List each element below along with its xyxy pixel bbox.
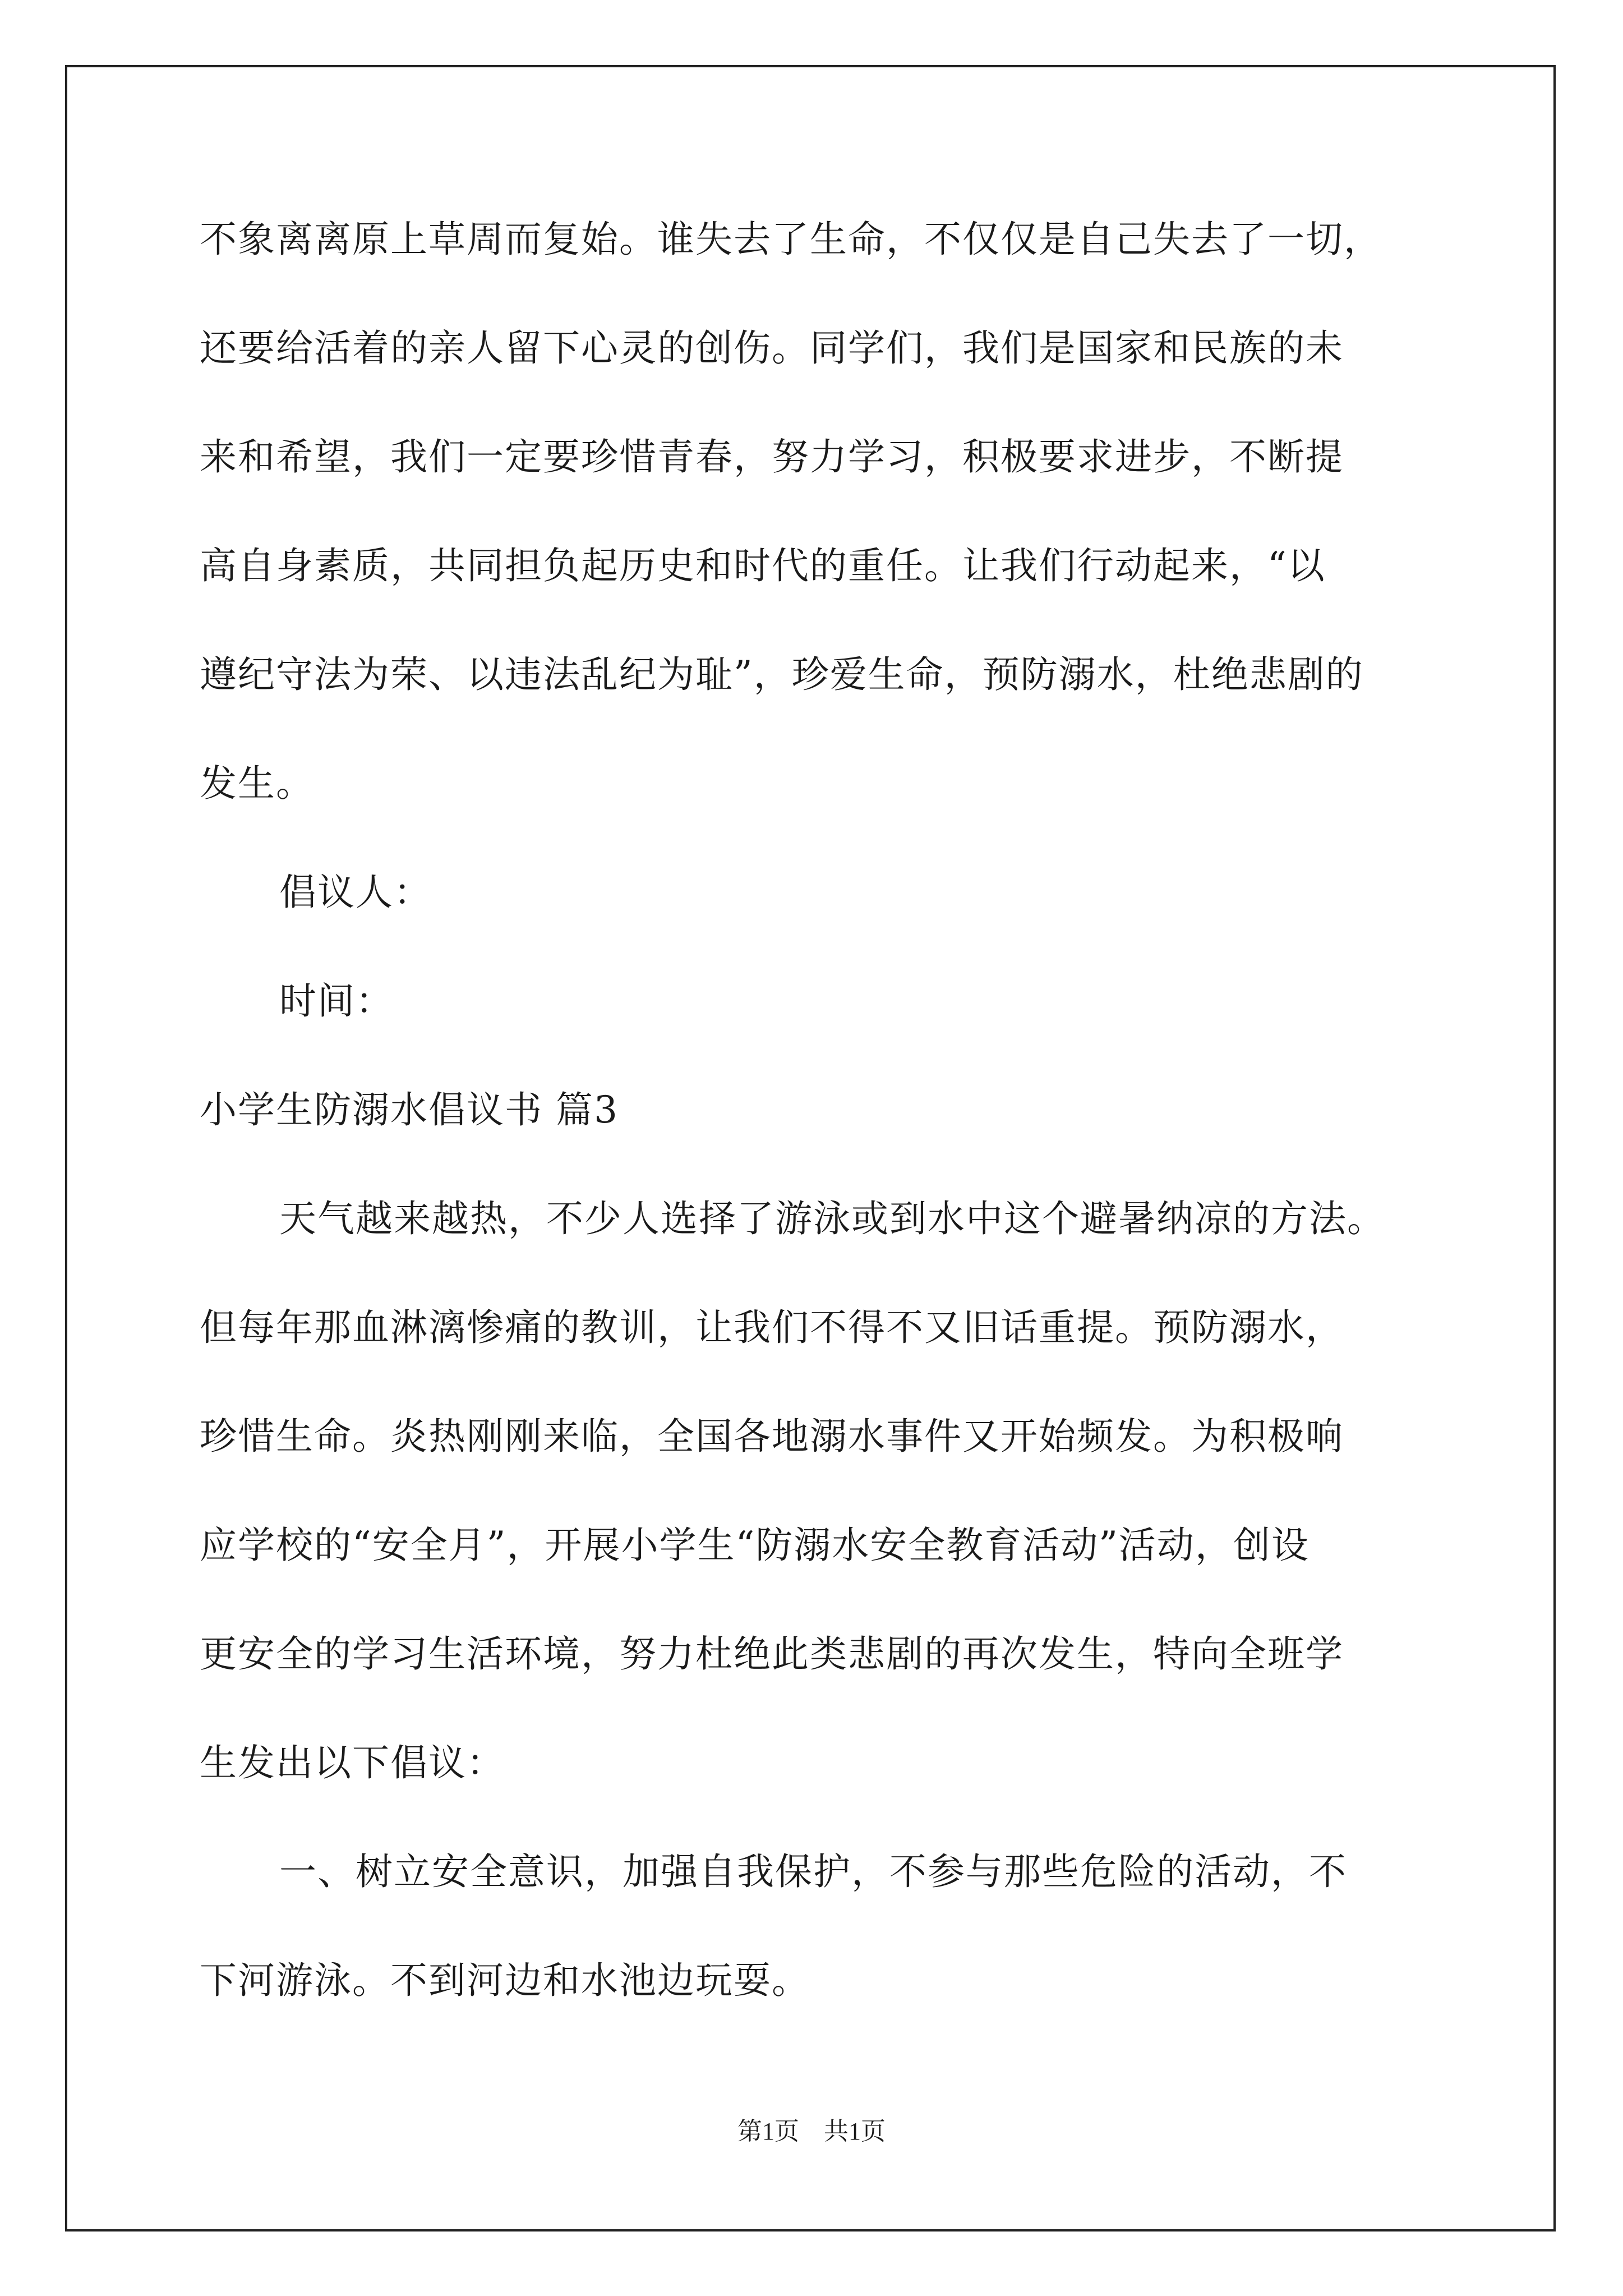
text-line: 但每年那血淋漓惨痛的教训，让我们不得不又旧话重提。预防溺水， [200, 1306, 1344, 1349]
text-line: 还要给活着的亲人留下心灵的创伤。同学们，我们是国家和民族的未 [200, 326, 1344, 370]
text-line: 一、树立安全意识，加强自我保护，不参与那些危险的活动，不 [279, 1850, 1347, 1893]
text-line: 遵纪守法为荣、以违法乱纪为耻”，珍爱生命，预防溺水，杜绝悲剧的 [200, 653, 1364, 696]
text-line: 来和希望，我们一定要珍惜青春，努力学习，积极要求进步，不断提 [200, 435, 1344, 478]
text-line: 更安全的学习生活环境，努力杜绝此类悲剧的再次发生，特向全班学 [200, 1632, 1344, 1676]
page-total: 共1页 [824, 2118, 886, 2145]
text-line: 生发出以下倡议： [200, 1741, 505, 1784]
text-line: 发生。 [200, 762, 314, 805]
text-line: 天气越来越热，不少人选择了游泳或到水中这个避暑纳凉的方法。 [279, 1197, 1385, 1240]
text-line: 高自身素质，共同担负起历史和时代的重任。让我们行动起来，“以 [200, 544, 1326, 587]
text-line: 不象离离原上草周而复始。谁失去了生命，不仅仅是自己失去了一切， [200, 218, 1382, 261]
text-line: 下河游泳。不到河边和水池边玩耍。 [200, 1959, 810, 2002]
document-body [200, 185, 1450, 2035]
proposer-label: 倡议人： [279, 871, 432, 914]
text-line: 珍惜生命。炎热刚刚来临，全国各地溺水事件又开始频发。为积极响 [200, 1415, 1344, 1458]
text-line: 应学校的“安全月”，开展小学生“防溺水安全教育活动”活动，创设 [200, 1524, 1310, 1567]
page-footer [0, 2115, 1623, 2148]
date-label: 时间： [279, 979, 394, 1023]
section-title: 小学生防溺水倡议书 篇3 [200, 1088, 619, 1131]
page-number: 第1页 [737, 2118, 799, 2145]
